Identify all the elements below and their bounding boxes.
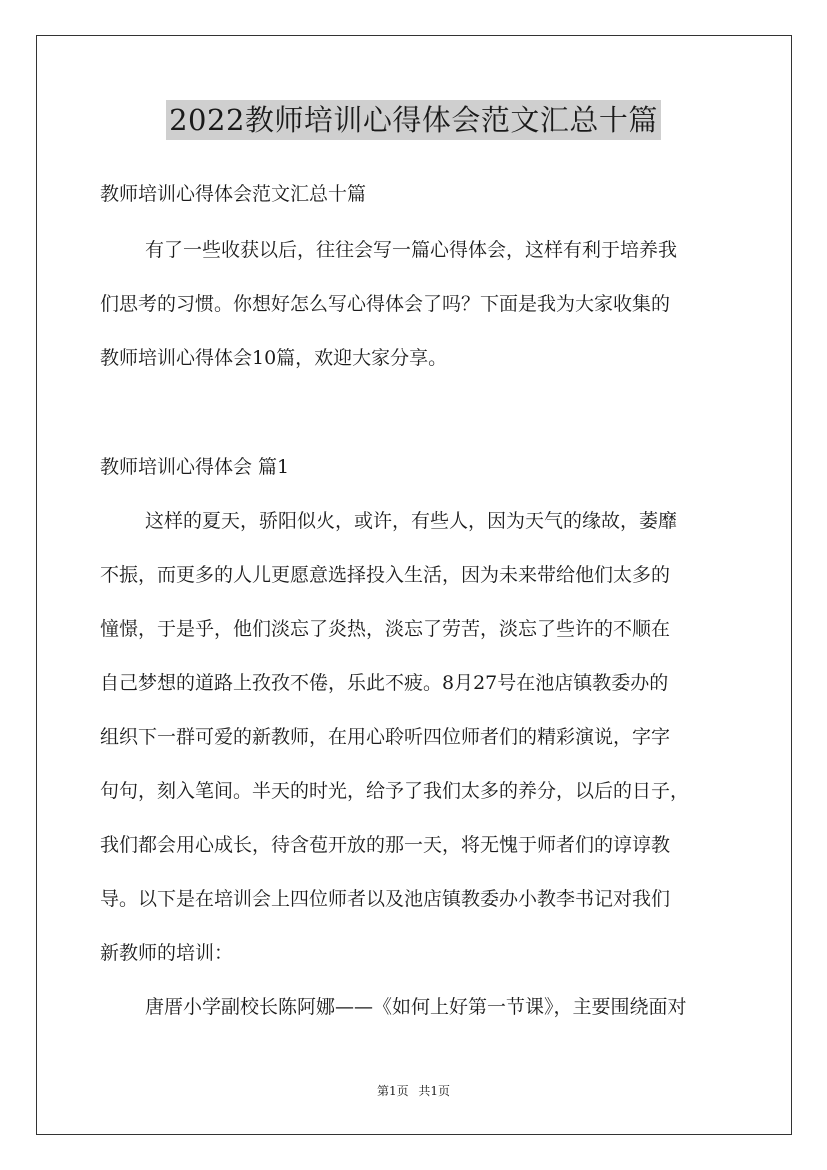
page-footer bbox=[0, 1083, 827, 1099]
body-line-3: 憧憬，于是乎，他们淡忘了炎热，淡忘了劳苦，淡忘了些许的不顺在 bbox=[100, 618, 671, 640]
intro-line-3: 教师培训心得体会10篇，欢迎大家分享。 bbox=[100, 347, 448, 369]
body-line-8: 导。以下是在培训会上四位师者以及池店镇教委办小教李书记对我们 bbox=[100, 888, 671, 910]
document-title: 2022教师培训心得体会范文汇总十篇 bbox=[166, 100, 661, 140]
intro-line-1: 有了一些收获以后，往往会写一篇心得体会，这样有利于培养我 bbox=[145, 239, 678, 261]
next-paragraph-line: 唐厝小学副校长陈阿娜——《如何上好第一节课》，主要围绕面对 bbox=[145, 996, 687, 1018]
intro-line-2: 们思考的习惯。你想好怎么写心得体会了吗？下面是我为大家收集的 bbox=[100, 293, 671, 315]
section-heading: 教师培训心得体会 篇1 bbox=[100, 456, 290, 478]
body-line-6: 句句，刻入笔间。半天的时光，给予了我们太多的养分，以后的日子， bbox=[100, 780, 690, 802]
body-line-7: 我们都会用心成长，待含苞开放的那一天，将无愧于师者们的谆谆教 bbox=[100, 834, 671, 856]
body-line-4: 自己梦想的道路上孜孜不倦，乐此不疲。8月27号在池店镇教委办的 bbox=[100, 672, 669, 694]
body-line-2: 不振，而更多的人儿更愿意选择投入生活，因为未来带给他们太多的 bbox=[100, 564, 671, 586]
body-line-1: 这样的夏天，骄阳似火，或许，有些人，因为天气的缘故，萎靡 bbox=[145, 510, 678, 532]
page-total: 共1页 bbox=[418, 1084, 451, 1098]
document-subtitle: 教师培训心得体会范文汇总十篇 bbox=[100, 183, 367, 205]
body-line-5: 组织下一群可爱的新教师，在用心聆听四位师者们的精彩演说，字字 bbox=[100, 726, 671, 748]
body-line-9: 新教师的培训： bbox=[100, 942, 234, 964]
title-block bbox=[0, 100, 827, 140]
page-number: 第1页 bbox=[376, 1084, 409, 1098]
